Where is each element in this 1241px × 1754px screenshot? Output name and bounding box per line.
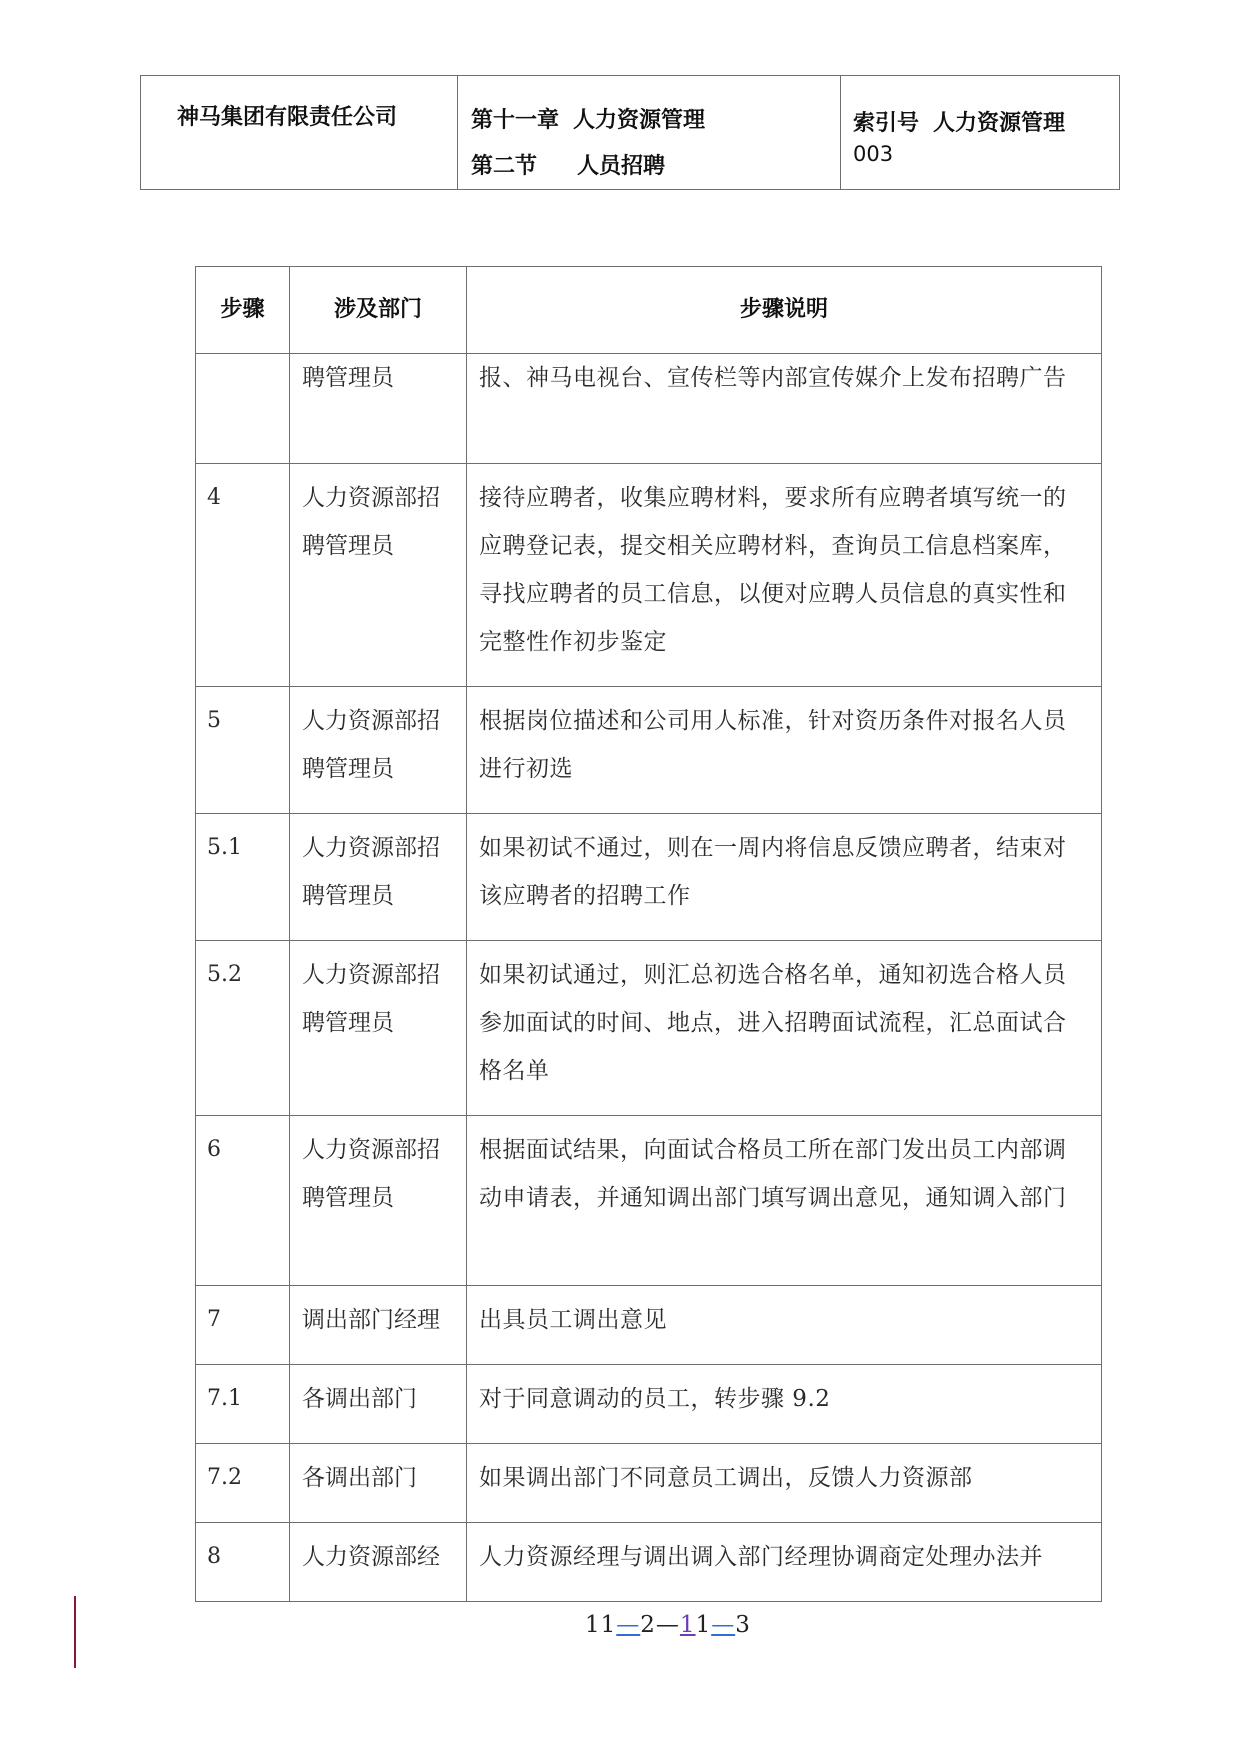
dept-cell: 聘管理员 — [290, 354, 467, 464]
page-number-part: 1 — [695, 1612, 712, 1638]
index-cell — [841, 76, 1119, 189]
table-row — [196, 1116, 1102, 1286]
desc-cell: 根据面试结果，向面试合格员工所在部门发出员工内部调动申请表，并通知调出部门填写调出意见，通知调入部门 — [467, 1116, 1102, 1286]
dept-cell: 人力资源部招聘管理员 — [290, 1116, 467, 1286]
step-cell: 4 — [196, 464, 290, 687]
index-value: 人力资源管理 — [933, 111, 1066, 136]
desc-cell: 如果初试通过，则汇总初选合格名单，通知初选合格人员参加面试的时间、地点，进入招聘面试流程，汇总面试合格名单 — [467, 941, 1102, 1116]
table-row — [196, 1286, 1102, 1365]
step-cell — [196, 354, 290, 464]
table-row — [196, 1523, 1102, 1602]
desc-cell: 出具员工调出意见 — [467, 1286, 1102, 1365]
steps-table — [195, 266, 1102, 1602]
step-cell: 7.1 — [196, 1365, 290, 1444]
dept-cell: 人力资源部经 — [290, 1523, 467, 1602]
chapter-number: 第十一章 — [471, 108, 560, 133]
desc-cell: 接待应聘者，收集应聘材料，要求所有应聘者填写统一的应聘登记表，提交相关应聘材料，查询员工信息档案库，寻找应聘者的员工信息，以便对应聘人员信息的真实性和完整性作初步鉴定 — [467, 464, 1102, 687]
desc-cell: 根据岗位描述和公司用人标准，针对资历条件对报名人员进行初选 — [467, 687, 1102, 814]
table-row — [196, 1365, 1102, 1444]
desc-cell: 人力资源经理与调出调入部门经理协调商定处理办法并 — [467, 1523, 1102, 1602]
chapter-line — [471, 106, 840, 146]
index-label: 索引号 — [853, 111, 920, 136]
dept-cell: 各调出部门 — [290, 1365, 467, 1444]
page-number-part: 11 — [585, 1612, 617, 1638]
desc-cell: 如果初试不通过，则在一周内将信息反馈应聘者，结束对该应聘者的招聘工作 — [467, 814, 1102, 941]
page-number-separator: — — [711, 1612, 736, 1638]
index-code: 003 — [853, 142, 894, 166]
company-name: 神马集团有限责任公司 — [177, 105, 398, 130]
step-cell: 5.2 — [196, 941, 290, 1116]
table-row — [196, 1444, 1102, 1523]
chapter-cell — [458, 76, 841, 189]
document-header — [140, 75, 1120, 190]
step-cell: 5 — [196, 687, 290, 814]
index-line — [853, 109, 1119, 139]
step-cell: 7 — [196, 1286, 290, 1365]
page-number-separator: — — [655, 1612, 680, 1638]
table-row — [196, 941, 1102, 1116]
dept-cell: 调出部门经理 — [290, 1286, 467, 1365]
section-number: 第二节 — [471, 154, 538, 179]
section-title: 人员招聘 — [577, 154, 666, 179]
step-cell: 5.1 — [196, 814, 290, 941]
desc-cell: 如果调出部门不同意员工调出，反馈人力资源部 — [467, 1444, 1102, 1523]
chapter-title: 人力资源管理 — [573, 108, 706, 133]
page-number-part: 1 — [679, 1612, 696, 1638]
page-number-part: 3 — [735, 1612, 751, 1638]
dept-cell: 人力资源部招聘管理员 — [290, 941, 467, 1116]
table-row — [196, 464, 1102, 687]
table-row — [196, 354, 1102, 464]
page-number-part: 2 — [640, 1612, 656, 1638]
header-step: 步骤 — [196, 267, 290, 354]
step-cell: 8 — [196, 1523, 290, 1602]
page-number-separator: — — [616, 1612, 641, 1638]
company-name-cell — [141, 76, 458, 189]
step-cell: 7.2 — [196, 1444, 290, 1523]
header-dept: 涉及部门 — [290, 267, 467, 354]
table-row — [196, 687, 1102, 814]
dept-cell: 各调出部门 — [290, 1444, 467, 1523]
dept-cell: 人力资源部招聘管理员 — [290, 687, 467, 814]
section-line — [471, 152, 840, 192]
desc-cell: 对于同意调动的员工，转步骤 9.2 — [467, 1365, 1102, 1444]
step-cell: 6 — [196, 1116, 290, 1286]
table-row — [196, 814, 1102, 941]
page-number — [585, 1612, 751, 1638]
dept-cell: 人力资源部招聘管理员 — [290, 814, 467, 941]
dept-cell: 人力资源部招聘管理员 — [290, 464, 467, 687]
desc-cell: 报、神马电视台、宣传栏等内部宣传媒介上发布招聘广告 — [467, 354, 1102, 464]
header-desc: 步骤说明 — [467, 267, 1102, 354]
margin-change-bar — [74, 1596, 76, 1668]
table-header-row — [196, 267, 1102, 354]
